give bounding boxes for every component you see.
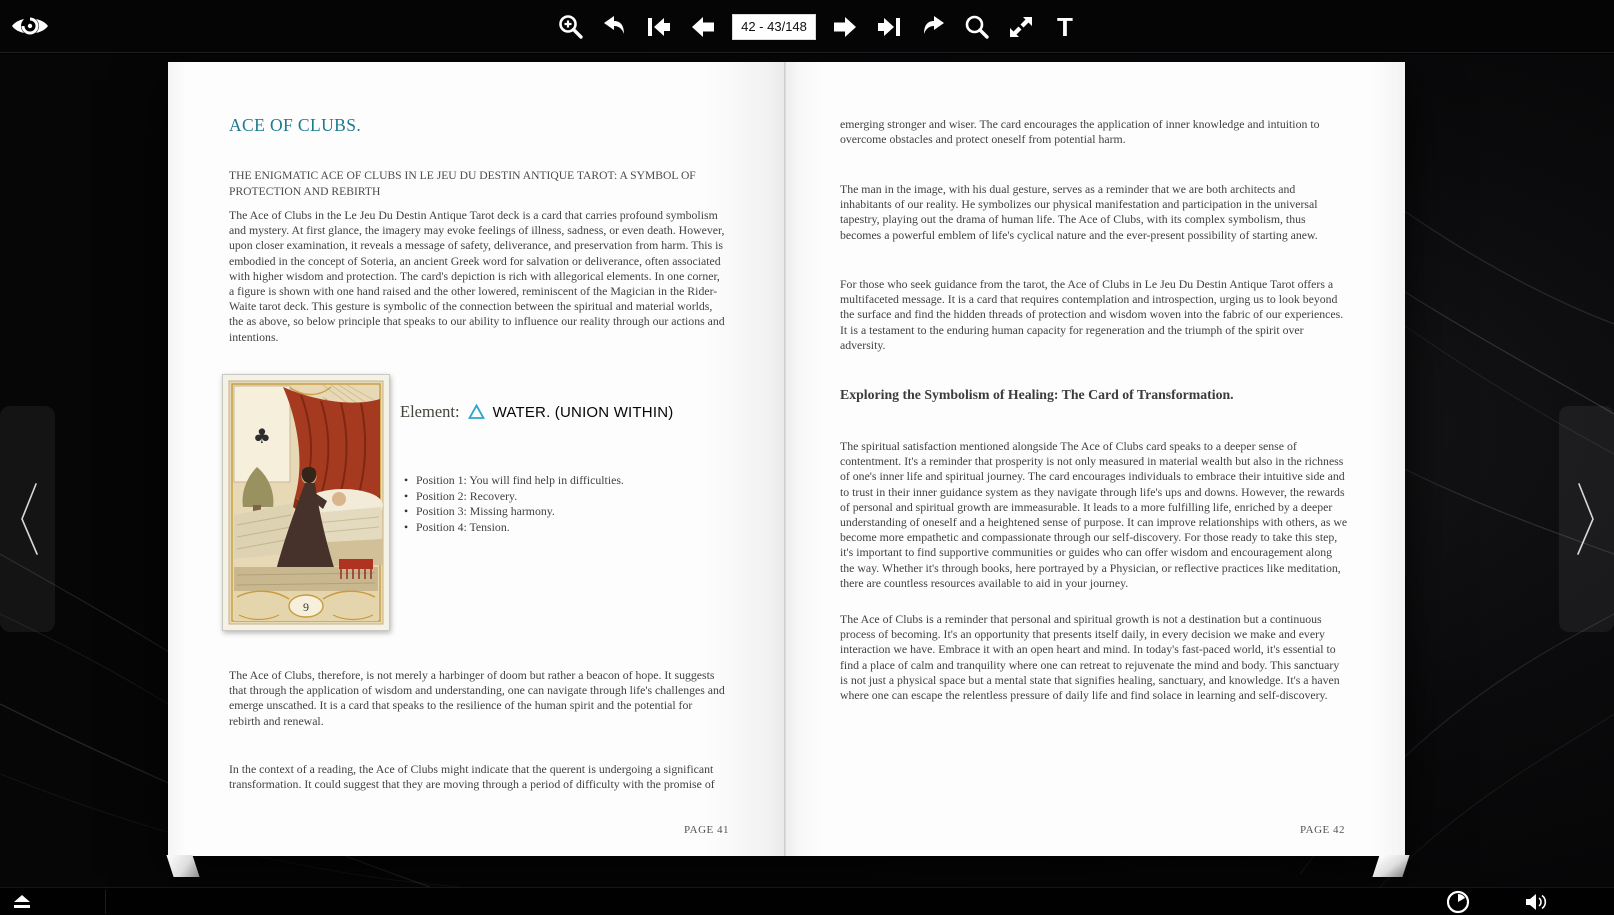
paragraph: The man in the image, with his dual gesture, serves as a reminder that we are both architects and inhabitants of our reality. He symbolizes our physical manifestation and participation in the universal tapestry, playing out the drama of human life. The Ace of Clubs, with its complex symbolism, thus becomes a powerful emblem of life's cyclical nature and the ever-present possibility of starting anew. (840, 182, 1318, 242)
position-meanings-list (404, 473, 624, 535)
first-page-button[interactable] (644, 11, 674, 43)
top-toolbar (0, 0, 1614, 53)
paragraph: The spiritual satisfaction mentioned alongside The Ace of Clubs card speaks to a deeper sense of contentment. It's a reminder that prosperity is not only measured in material wealth but also in the richness of one's inner life and spiritual journey. The card encourages individuals to embrace their intuitive side and to trust in their inner guidance system as they navigate through life's ups and downs. However, the rewards of personal and spiritual growth are immeasurable. It leads to a more fulfilling life, enriched by a deeper understanding of oneself and a heightened sense of purpose. It can improve relationships with others, as we become more empathetic and compassionate through our self-discovery. For those ready to take this step, it's important to find supportive communities or guides who can offer wisdom and encouragement along the way. Whether it's through books, here portrayed by a Physician, or reflective practices like meditation, there are countless resources available to aid in your journey. (840, 439, 1348, 590)
list-item: • Position 1: You will find help in difficulties. (404, 473, 624, 489)
bottom-toolbar (0, 887, 1614, 915)
paragraph: emerging stronger and wiser. The card encourages the application of inner knowledge and intuition to overcome obstacles and protect oneself from potential harm. (840, 117, 1320, 147)
reader-logo-eye-icon[interactable] (10, 8, 50, 44)
paragraph: The Ace of Clubs in the Le Jeu Du Destin Antique Tarot deck is a card that carries profound symbolism and mystery. At first glance, the imagery may evoke feelings of illness, sadness, or even death. However, upon closer examination, it reveals a message of safety, deliverance, and preservation from harm. This is embodied in the concept of Soteria, an ancient Greek word for salvation or deliverance, often associated with higher wisdom and protection. The card's depiction is rich with allegorical elements. In one corner, a figure is shown with one hand raised and the other lowered, reminiscent of the Magician in the Rider-Waite tarot deck. This gesture is symbolic of the connection between the spiritual and material worlds, the as above, so below principle that speaks to our ability to influence our reality through our actions and intentions. (229, 208, 725, 344)
thumbnails-eject-button[interactable] (8, 889, 36, 915)
chevron-right-icon (1574, 480, 1600, 558)
divider (105, 890, 106, 914)
auto-flip-button[interactable] (1444, 889, 1472, 915)
element-label: Element: (400, 402, 460, 421)
sound-button[interactable] (1522, 889, 1550, 915)
page-right[interactable] (785, 62, 1405, 856)
next-page-button[interactable] (830, 11, 860, 43)
previous-page-side-button[interactable] (0, 406, 55, 632)
timer-clock-icon (1446, 890, 1470, 914)
article-subtitle: THE ENIGMATIC ACE OF CLUBS IN LE JEU DU DESTIN ANTIQUE TAROT: A SYMBOL OF PROTECTION AND REBIRTH (229, 169, 696, 198)
page-left[interactable] (168, 62, 785, 856)
eject-icon (12, 894, 32, 910)
element-row (400, 402, 673, 422)
card-number: 9 (303, 600, 309, 614)
text-tool-glyph: T (1057, 11, 1073, 42)
paragraph: For those who seek guidance from the tarot, the Ace of Clubs in Le Jeu Du Destin Antique Tarot offers a multifaceted message. It is a card that requires contemplation and introspection, urging us to look beyond the surface and find the hidden threads of protection and wisdom woven into the fabric of our experiences. It is a testament to the enduring human capacity for regeneration and the triumph of the spirit over adversity. (840, 277, 1344, 352)
previous-page-button[interactable] (688, 11, 718, 43)
last-page-button[interactable] (874, 11, 904, 43)
article-title: ACE OF CLUBS. (229, 115, 362, 135)
element-value: WATER. (UNION WITHIN) (492, 403, 674, 421)
undo-button[interactable] (600, 11, 630, 43)
book-spread (168, 62, 1405, 856)
tarot-card-image (222, 374, 390, 631)
paragraph: The Ace of Clubs is a reminder that personal and spiritual growth is not a destination but a continuous process of becoming. It's an opportunity that presents itself daily, in every decision we make and every interaction we have. Embrace it with an open heart and mind. In today's fast-paced world, it's essential to find a place of calm and tranquility where one can retreat to rejuvenate the mind and body. This sanctuary is not just a physical space but a mental state that signifies healing, sanctuary, and knowledge. It's a haven where one can escape the relentless pressure of daily life and find solace in learning and self-discovery. (840, 612, 1340, 703)
section-heading: Exploring the Symbolism of Healing: The Card of Transformation. (840, 387, 1234, 402)
page-number-label: PAGE 42 (1300, 824, 1345, 836)
speaker-icon (1524, 891, 1548, 913)
page-number-label: PAGE 41 (684, 824, 729, 836)
list-item: • Position 2: Recovery. (404, 489, 624, 505)
zoom-in-button[interactable] (556, 11, 586, 43)
paragraph: The Ace of Clubs, therefore, is not merely a harbinger of doom but rather a beacon of hope. It suggests that through the application of wisdom and understanding, one can navigate through life's challenges and emerge unscathed. It is a card that speaks to the resilience of the human spirit and the potential for rebirth and renewal. (229, 668, 725, 728)
paragraph: In the context of a reading, the Ace of Clubs might indicate that the querent is undergoing a significant transformation. It could suggest that they are moving through a period of difficulty with the promise of (229, 762, 715, 792)
fullscreen-button[interactable] (1006, 11, 1036, 43)
svg-text:♣: ♣ (253, 424, 271, 448)
chevron-left-icon (15, 480, 41, 558)
next-page-side-button[interactable] (1559, 406, 1614, 632)
list-item: • Position 3: Missing harmony. (404, 504, 624, 520)
reader-stage (0, 54, 1614, 887)
redo-button[interactable] (918, 11, 948, 43)
search-button[interactable] (962, 11, 992, 43)
page-number-input[interactable] (732, 14, 816, 40)
water-triangle-icon (468, 404, 485, 420)
book-spine (784, 62, 786, 856)
text-select-button[interactable] (1050, 11, 1080, 43)
list-item: • Position 4: Tension. (404, 520, 624, 536)
